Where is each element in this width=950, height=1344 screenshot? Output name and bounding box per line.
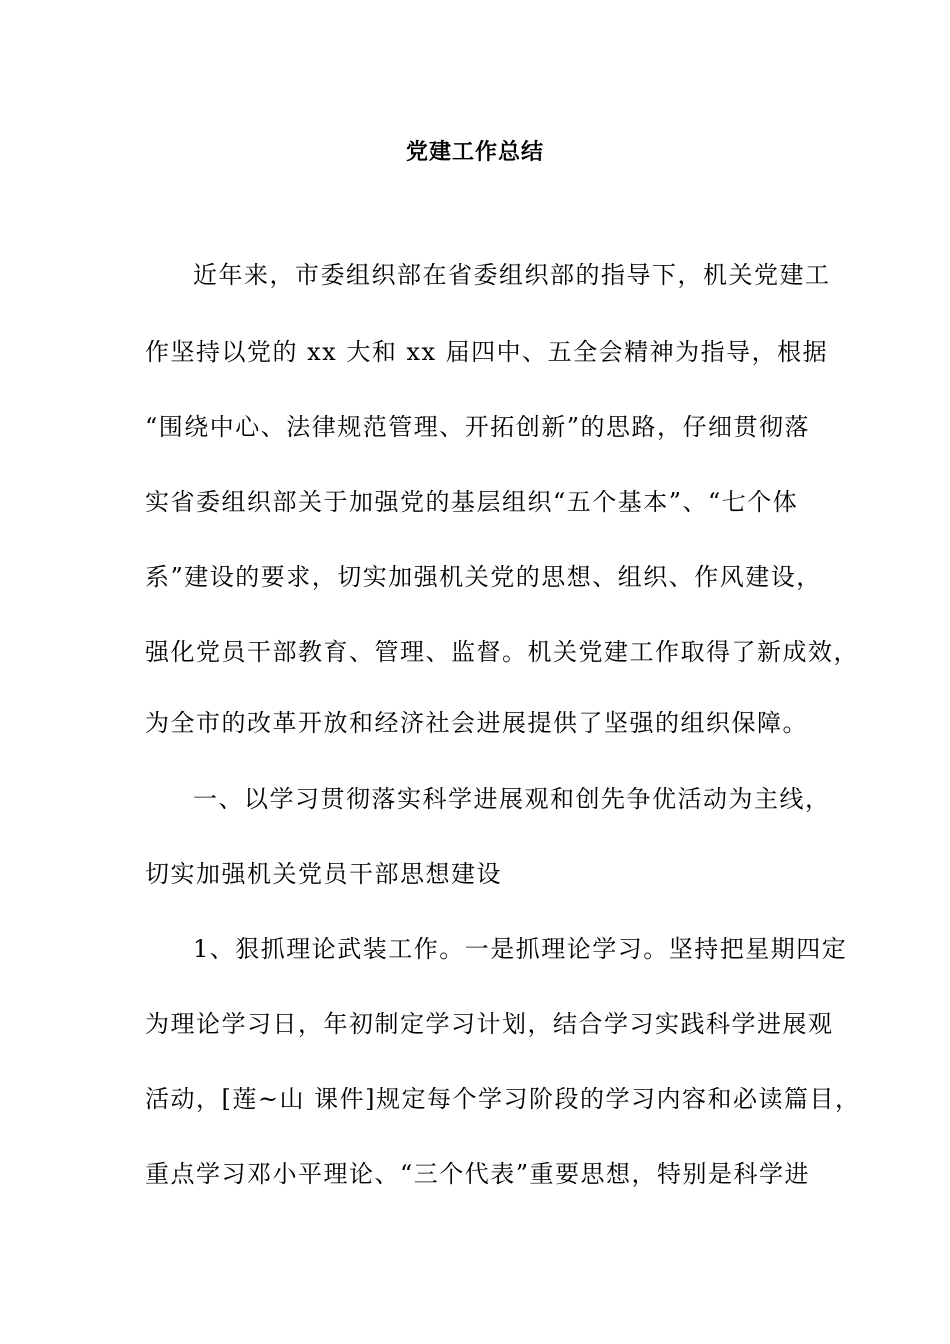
paragraph-line: 系”建设的要求，切实加强机关党的思想、组织、作风建设， — [145, 563, 822, 591]
paragraph-line: 作坚持以党的 xx 大和 xx 届四中、五全会精神为指导，根据 — [145, 338, 829, 366]
paragraph-line: 近年来，市委组织部在省委组织部的指导下，机关党建工 — [193, 261, 831, 289]
paragraph-line: 为理论学习日，年初制定学习计划，结合学习实践科学进展观 — [145, 1010, 834, 1038]
paragraph-line: 1、狠抓理论武装工作。一是抓理论学习。坚持把星期四定 — [193, 935, 848, 963]
paragraph-line: 活动，[莲~山 课件]规定每个学习阶段的学习内容和必读篇目， — [145, 1085, 861, 1113]
section-heading-line: 切实加强机关党员干部思想建设 — [145, 860, 502, 888]
paragraph-line: 强化党员干部教育、管理、监督。机关党建工作取得了新成效， — [145, 638, 859, 666]
paragraph-line: 实省委组织部关于加强党的基层组织“五个基本”、“七个体 — [145, 488, 799, 516]
paragraph-line: “围绕中心、法律规范管理、开拓创新”的思路，仔细贯彻落 — [145, 413, 811, 441]
section-heading-line: 一、以学习贯彻落实科学进展观和创先争优活动为主线， — [193, 785, 831, 813]
paragraph-line: 为全市的改革开放和经济社会进展提供了坚强的组织保障。 — [145, 709, 808, 737]
paragraph-line: 重点学习邓小平理论、“三个代表”重要思想，特别是科学进 — [145, 1160, 811, 1188]
document-title: 党建工作总结 — [405, 139, 544, 165]
